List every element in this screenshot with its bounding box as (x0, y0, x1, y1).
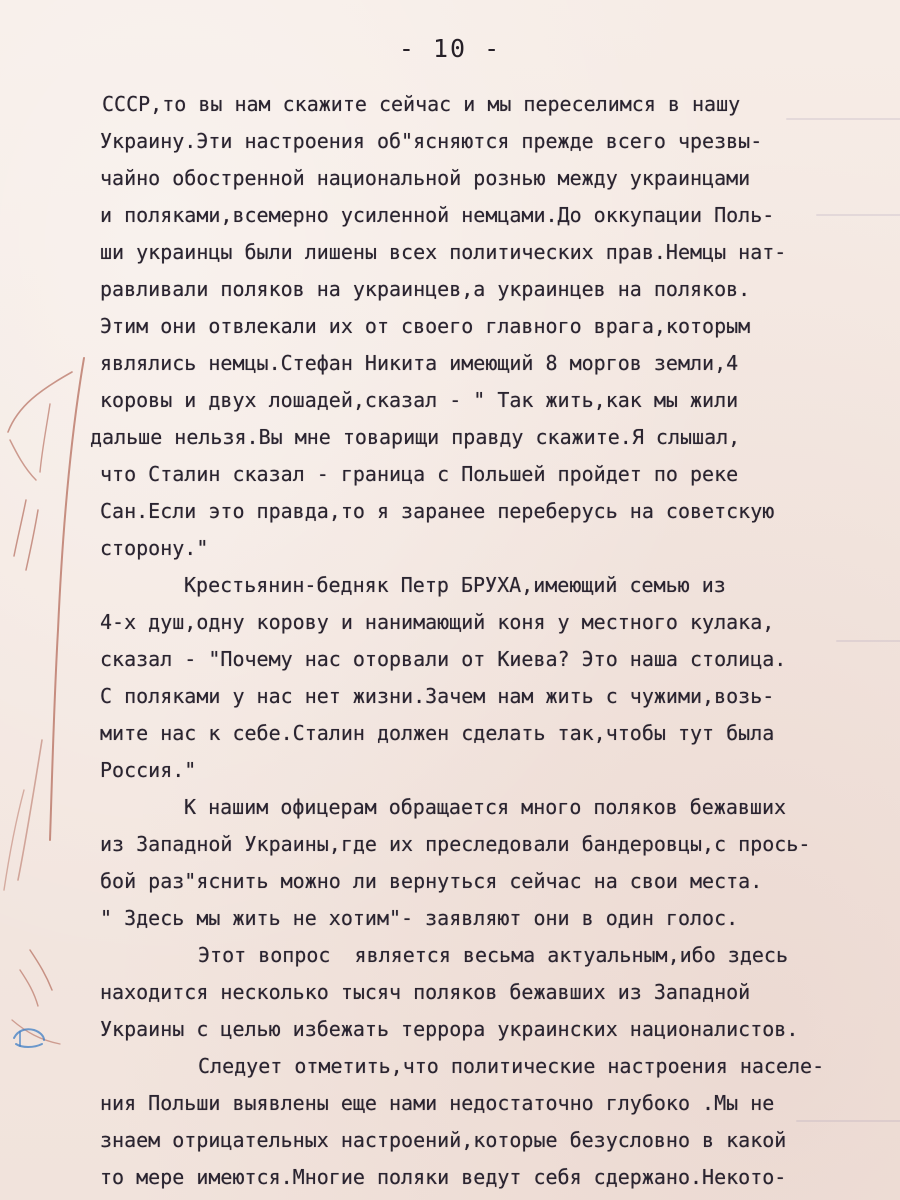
text-line: и поляками,всемерно усиленной немцами.До оккупации Поль- (100, 203, 775, 227)
text-line: С поляками у нас нет жизни.Зачем нам жить с чужими,возь- (100, 684, 775, 708)
text-line: сказал - "Почему нас оторвали от Киева? Это наша столица. (100, 647, 787, 671)
text-line: Украину.Эти настроения об"ясняются прежде всего чрезвы- (100, 129, 763, 153)
text-line: то мере имеются.Многие поляки ведут себя сдержано.Некото- (100, 1165, 787, 1189)
text-line: что Сталин сказал - граница с Польшей пройдет по реке (100, 462, 739, 486)
text-line: " Здесь мы жить не хотим"- заявляют они в один голос. (100, 906, 739, 930)
pencil-margin-marks (0, 320, 100, 1100)
bleed-through-text (796, 1120, 900, 1122)
text-line: чайно обостренной национальной рознью между украинцами (100, 166, 751, 190)
text-line: ши украинцы были лишены всех политических прав.Немцы нат- (100, 240, 787, 264)
text-line: Этот вопрос является весьма актуальным,ибо здесь (198, 943, 789, 967)
text-line: Россия." (100, 758, 197, 782)
text-line: из Западной Украины,где их преследовали бандеровцы,с прось- (100, 832, 811, 856)
text-line: К нашим офицерам обращается много поляков бежавших (184, 795, 787, 819)
text-line: 4-х душ,одну корову и нанимающий коня у местного кулака, (100, 610, 775, 634)
text-line: бой раз"яснить можно ли вернуться сейчас на свои места. (100, 869, 763, 893)
page-number: - 10 - (398, 34, 502, 63)
bleed-through-text (836, 640, 900, 642)
text-line: Этим они отвлекали их от своего главного врага,которым (100, 314, 751, 338)
text-line: являлись немцы.Стефан Никита имеющий 8 моргов земли,4 (100, 351, 739, 375)
text-line: знаем отрицательных настроений,которые безусловно в какой (100, 1128, 787, 1152)
text-line: Крестьянин-бедняк Петр БРУХА,имеющий семью из (184, 573, 726, 597)
text-line: находится несколько тысяч поляков бежавших из Западной (100, 980, 751, 1004)
text-line: Украины с целью избежать террора украинских националистов. (100, 1017, 799, 1041)
text-line: равливали поляков на украинцев,а украинцев на поляков. (100, 277, 751, 301)
text-line: коровы и двух лошадей,сказал - " Так жить,как мы жили (100, 388, 739, 412)
text-line: Сан.Если это правда,то я заранее переберусь на советскую (100, 499, 775, 523)
text-line: ния Польши выявлены еще нами недостаточно глубоко .Мы не (100, 1091, 775, 1115)
text-line: сторону." (100, 536, 209, 560)
bleed-through-text (816, 214, 900, 216)
text-line: дальше нельзя.Вы мне товарищи правду скажите.Я слышал, (90, 425, 741, 449)
bleed-through-text (786, 118, 900, 120)
text-line: мите нас к себе.Сталин должен сделать так,чтобы тут была (100, 721, 775, 745)
text-line: Следует отметить,что политические настроения населе- (198, 1054, 825, 1078)
text-line: СССР,то вы нам скажите сейчас и мы переселимся в нашу (102, 92, 741, 116)
blue-stamp-mark (8, 1020, 52, 1054)
